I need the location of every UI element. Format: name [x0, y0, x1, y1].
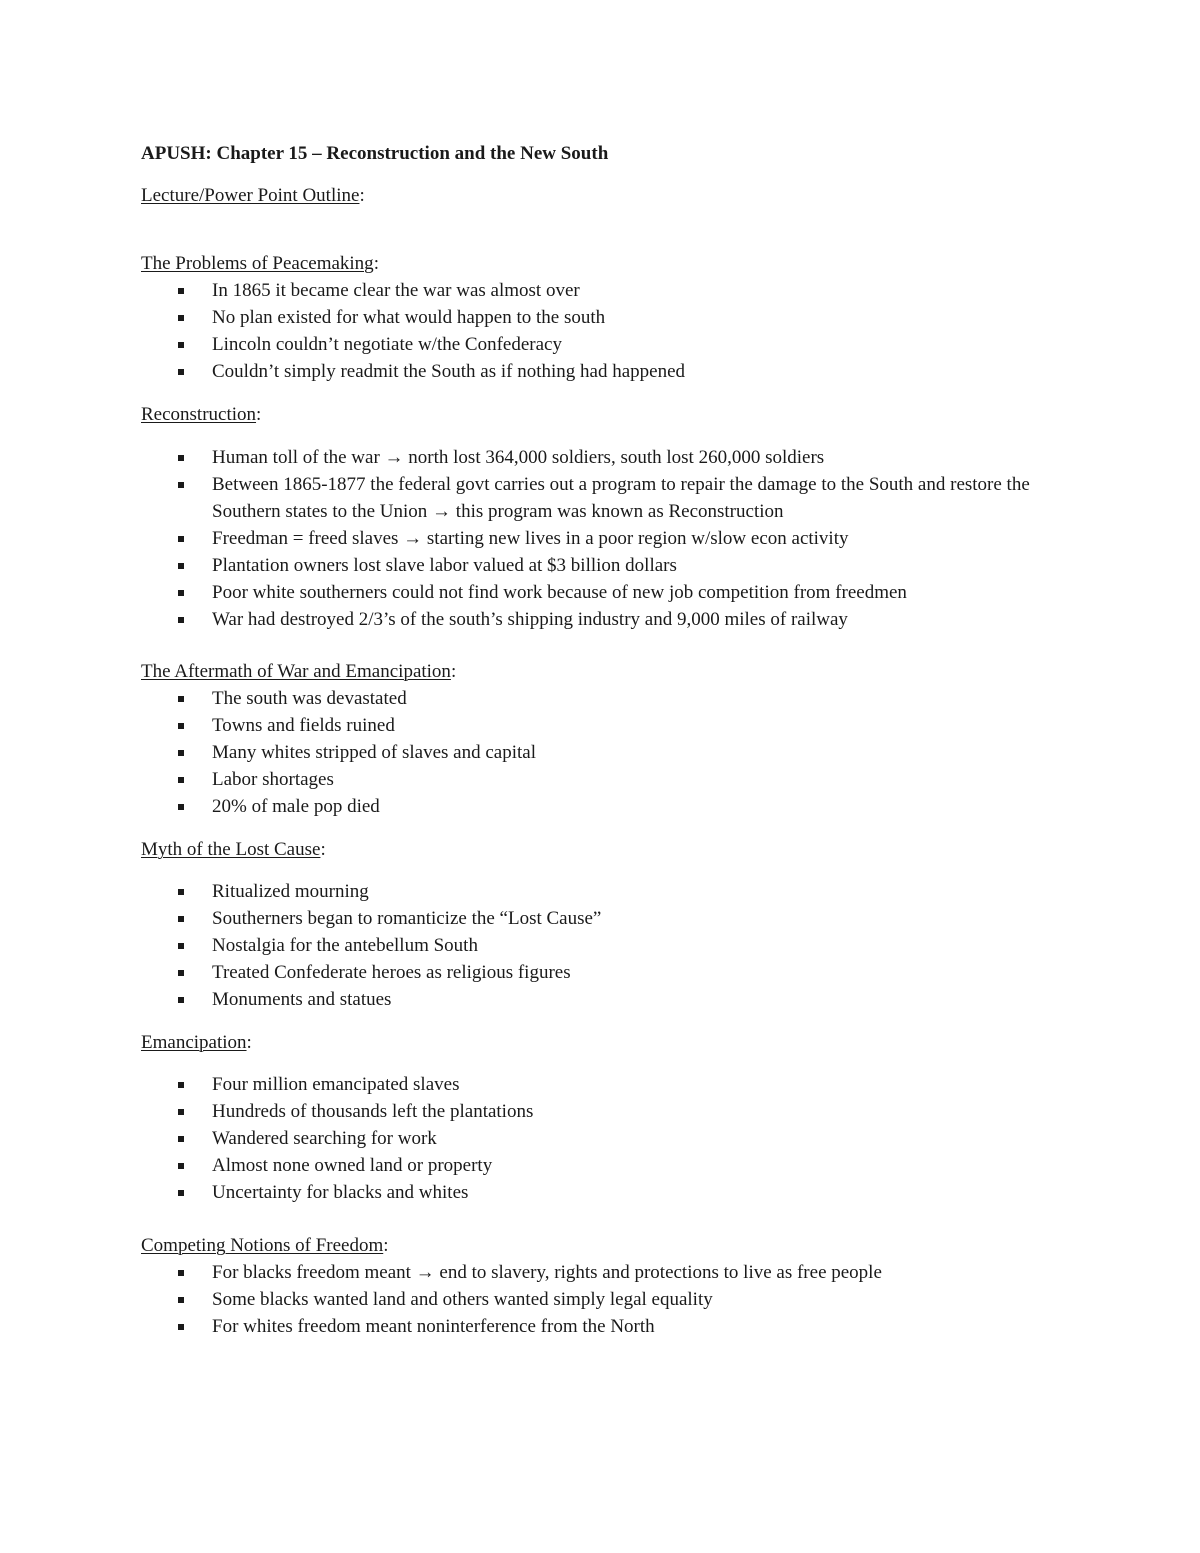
square-bullet-icon [178, 1109, 184, 1115]
section-heading: Competing Notions of Freedom: [141, 1235, 389, 1256]
section [141, 1029, 1071, 1206]
square-bullet-icon [178, 1082, 184, 1088]
list-item-text: Lincoln couldn’t negotiate w/the Confederacy [212, 334, 562, 355]
list-item [141, 959, 1071, 986]
list-item [141, 766, 1071, 793]
section [141, 658, 1071, 820]
list-item-text: Uncertainty for blacks and whites [212, 1182, 469, 1203]
list-item [141, 878, 1071, 905]
square-bullet-icon [178, 889, 184, 895]
outline-label: Lecture/Power Point Outline: [141, 185, 365, 206]
bullet-list [141, 685, 1071, 820]
square-bullet-icon [178, 723, 184, 729]
outline-label-text: Lecture/Power Point Outline [141, 185, 360, 206]
list-item [141, 1152, 1071, 1179]
list-item [141, 471, 1071, 525]
list-item [141, 277, 1071, 304]
list-item [141, 1179, 1071, 1206]
list-item [141, 331, 1071, 358]
list-item-text: The south was devastated [212, 688, 407, 709]
section-heading-text: The Aftermath of War and Emancipation [141, 661, 451, 682]
list-item [141, 606, 1071, 633]
square-bullet-icon [178, 617, 184, 623]
square-bullet-icon [178, 563, 184, 569]
list-item-text: Couldn’t simply readmit the South as if nothing had happened [212, 361, 686, 382]
square-bullet-icon [178, 804, 184, 810]
list-item [141, 685, 1071, 712]
list-item-text: Hundreds of thousands left the plantations [212, 1101, 534, 1122]
section [141, 401, 1071, 633]
list-item-text: For blacks freedom meant → end to slavery, rights and protections to live as free people [212, 1262, 882, 1283]
list-item [141, 739, 1071, 766]
list-item [141, 986, 1071, 1013]
square-bullet-icon [178, 916, 184, 922]
list-item [141, 932, 1071, 959]
list-item-text: For whites freedom meant noninterference from the North [212, 1316, 655, 1337]
section-heading-text: The Problems of Peacemaking [141, 253, 374, 274]
section-heading: Emancipation: [141, 1032, 252, 1053]
list-item [141, 579, 1071, 606]
list-item [141, 1125, 1071, 1152]
square-bullet-icon [178, 482, 184, 488]
square-bullet-icon [178, 455, 184, 461]
square-bullet-icon [178, 536, 184, 542]
list-item-text: Wandered searching for work [212, 1128, 437, 1149]
square-bullet-icon [178, 1297, 184, 1303]
list-item-text: Between 1865-1877 the federal govt carries out a program to repair the damage to the South and restore the Southern states to the Union → this program was known as Reconstruction [212, 474, 1030, 522]
list-item-text: Monuments and statues [212, 989, 392, 1010]
list-item-text: Almost none owned land or property [212, 1155, 493, 1176]
list-item-text: Towns and fields ruined [212, 715, 395, 736]
bullet-list [141, 277, 1071, 385]
list-item-text: Some blacks wanted land and others wanted simply legal equality [212, 1289, 713, 1310]
square-bullet-icon [178, 1324, 184, 1330]
bullet-list [141, 878, 1071, 1013]
section [141, 250, 1071, 385]
list-item-text: Freedman = freed slaves → starting new lives in a poor region w/slow econ activity [212, 528, 849, 549]
section-heading-text: Competing Notions of Freedom [141, 1235, 384, 1256]
list-item-text: No plan existed for what would happen to the south [212, 307, 606, 328]
list-item-text: Four million emancipated slaves [212, 1074, 460, 1095]
list-item [141, 444, 1071, 471]
list-item [141, 304, 1071, 331]
list-item [141, 793, 1071, 820]
list-item-text: In 1865 it became clear the war was almost over [212, 280, 580, 301]
square-bullet-icon [178, 288, 184, 294]
square-bullet-icon [178, 1190, 184, 1196]
section-heading-text: Emancipation [141, 1032, 247, 1053]
square-bullet-icon [178, 997, 184, 1003]
list-item-text: Ritualized mourning [212, 881, 369, 902]
square-bullet-icon [178, 369, 184, 375]
square-bullet-icon [178, 696, 184, 702]
list-item [141, 905, 1071, 932]
document-title: APUSH: Chapter 15 – Reconstruction and the New South [141, 143, 609, 164]
document-page [141, 140, 1071, 1340]
list-item [141, 552, 1071, 579]
section [141, 836, 1071, 1013]
list-item-text: Many whites stripped of slaves and capital [212, 742, 536, 763]
square-bullet-icon [178, 750, 184, 756]
square-bullet-icon [178, 590, 184, 596]
section-heading: Myth of the Lost Cause: [141, 839, 326, 860]
list-item [141, 358, 1071, 385]
list-item [141, 1286, 1071, 1313]
section-heading-text: Myth of the Lost Cause [141, 839, 321, 860]
square-bullet-icon [178, 970, 184, 976]
square-bullet-icon [178, 1270, 184, 1276]
section-heading: The Problems of Peacemaking: [141, 253, 379, 274]
list-item-text: Poor white southerners could not find work because of new job competition from freedmen [212, 582, 907, 603]
list-item-text: War had destroyed 2/3’s of the south’s shipping industry and 9,000 miles of railway [212, 609, 848, 630]
section-heading: The Aftermath of War and Emancipation: [141, 661, 457, 682]
bullet-list [141, 1071, 1071, 1206]
list-item-text: Treated Confederate heroes as religious figures [212, 962, 571, 983]
square-bullet-icon [178, 342, 184, 348]
list-item-text: Plantation owners lost slave labor valued at $3 billion dollars [212, 555, 677, 576]
section-heading-text: Reconstruction [141, 404, 257, 425]
list-item [141, 712, 1071, 739]
square-bullet-icon [178, 943, 184, 949]
list-item [141, 1259, 1071, 1286]
square-bullet-icon [178, 1136, 184, 1142]
square-bullet-icon [178, 315, 184, 321]
list-item [141, 1071, 1071, 1098]
list-item [141, 525, 1071, 552]
section [141, 1232, 1071, 1340]
list-item-text: Nostalgia for the antebellum South [212, 935, 478, 956]
bullet-list [141, 444, 1071, 633]
list-item-text: Southerners began to romanticize the “Lost Cause” [212, 908, 602, 929]
square-bullet-icon [178, 1163, 184, 1169]
square-bullet-icon [178, 777, 184, 783]
bullet-list [141, 1259, 1071, 1340]
sections-container [141, 250, 1071, 1340]
list-item-text: Human toll of the war → north lost 364,000 soldiers, south lost 260,000 soldiers [212, 447, 825, 468]
list-item [141, 1098, 1071, 1125]
list-item [141, 1313, 1071, 1340]
list-item-text: Labor shortages [212, 769, 334, 790]
list-item-text: 20% of male pop died [212, 796, 380, 817]
section-heading: Reconstruction: [141, 404, 262, 425]
